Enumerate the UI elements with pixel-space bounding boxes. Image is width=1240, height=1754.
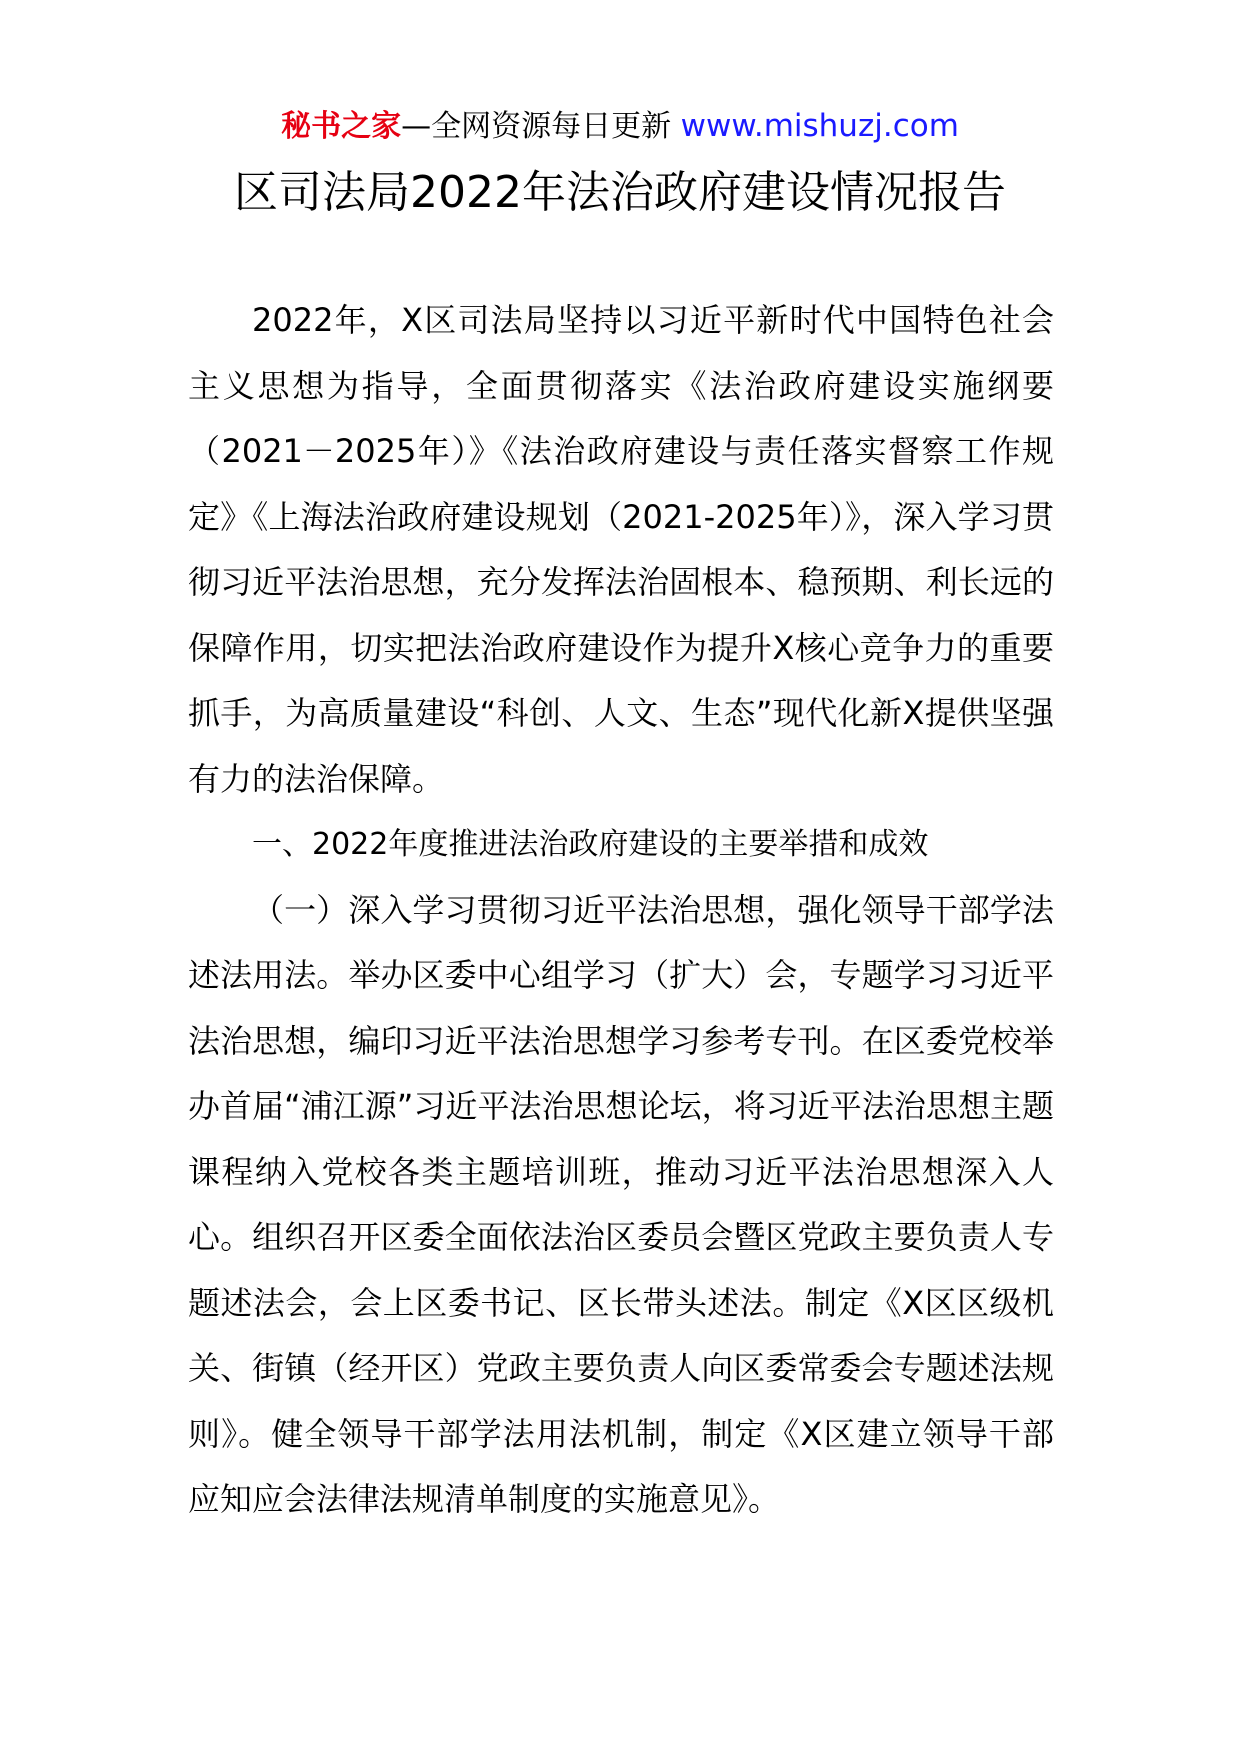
paragraph-section-1: （一）深入学习贯彻习近平法治思想，强化领导干部学法述法用法。举办区委中心组学习（扩大）会，专题学习习近平法治思想，编印习近平法治思想学习参考专刊。在区委党校举办首届“浦江源”习近平法治思想论坛，将习近平法治思想主题课程纳入党校各类主题培训班，推动习近平法治思想深入人心。组织召开区委全面依法治区委员会暨区党政主要负责人专题述法会，会上区委书记、区长带头述法。制定《X区区级机关、街镇（经开区）党政主要负责人向区委常委会专题述法规则》。健全领导干部学法用法机制，制定《X区建立领导干部应知应会法律法规清单制度的实施意见》。 (188, 890, 1054, 1518)
section-heading: 一、2022年度推进法治政府建设的主要举措和成效 (252, 827, 929, 862)
watermark-banner (0, 104, 1240, 149)
document-title: 区司法局2022年法治政府建设情况报告 (234, 167, 1006, 218)
paragraph-intro: 2022年，X区司法局坚持以习近平新时代中国特色社会主义思想为指导，全面贯彻落实《法治政府建设实施纲要（2021－2025年）》《法治政府建设与责任落实督察工作规定》《上海法治政府建设规划（2021-2025年）》，深入学习贯彻习近平法治思想，充分发挥法治固根本、稳预期、利长远的保障作用，切实把法治政府建设作为提升X核心竞争力的重要抓手，为高质量建设“科创、人文、生态”现代化新X提供坚强有力的法治保障。 (188, 301, 1054, 798)
document-body (188, 288, 1054, 1533)
brand-name: 秘书之家 (281, 109, 402, 144)
brand-url: www.mishuzj.com (680, 108, 959, 144)
brand-slogan: —全网资源每日更新 (401, 109, 672, 144)
